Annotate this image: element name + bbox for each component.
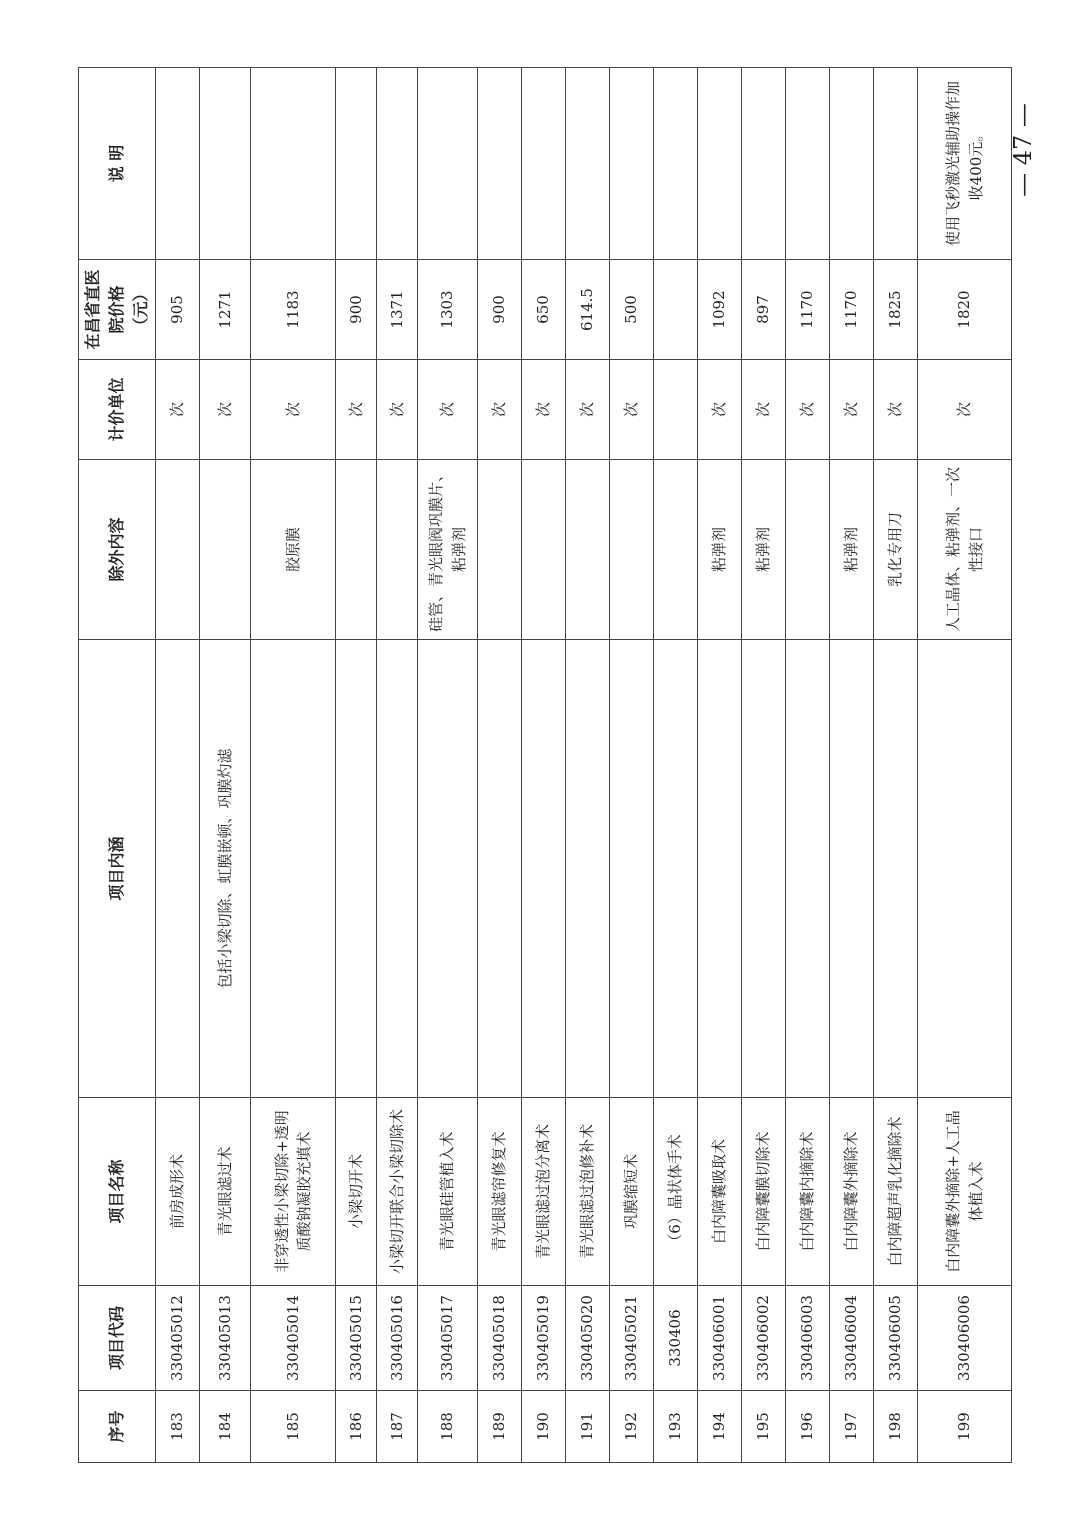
cell-excluded xyxy=(566,460,610,640)
table-header-row xyxy=(79,68,156,1463)
cell-unit: 次 xyxy=(610,360,654,460)
cell-seq: 190 xyxy=(522,1391,566,1463)
cell-excluded: 乳化专用刀 xyxy=(874,460,918,640)
cell-content xyxy=(377,640,418,1098)
cell-note: 使用飞秒激光辅助操作加收400元。 xyxy=(918,68,1012,260)
table-row xyxy=(830,68,874,1463)
table-row xyxy=(251,68,336,1463)
cell-note xyxy=(874,68,918,260)
cell-excluded xyxy=(478,460,522,640)
cell-unit: 次 xyxy=(830,360,874,460)
table-row xyxy=(522,68,566,1463)
cell-content xyxy=(566,640,610,1098)
cell-seq: 196 xyxy=(786,1391,830,1463)
cell-excluded xyxy=(200,460,251,640)
page-number: — 47 — xyxy=(1009,103,1038,197)
cell-price: 1170 xyxy=(830,260,874,360)
table-row xyxy=(786,68,830,1463)
cell-seq: 192 xyxy=(610,1391,654,1463)
cell-code: 330406 xyxy=(654,1286,698,1391)
cell-note xyxy=(786,68,830,260)
cell-content xyxy=(698,640,742,1098)
cell-name: （6）晶状体手术 xyxy=(654,1098,698,1286)
cell-unit: 次 xyxy=(418,360,478,460)
cell-price: 1820 xyxy=(918,260,1012,360)
table-body xyxy=(156,68,1012,1463)
table-row xyxy=(156,68,200,1463)
cell-note xyxy=(377,68,418,260)
cell-code: 330406004 xyxy=(830,1286,874,1391)
cell-code: 330405016 xyxy=(377,1286,418,1391)
cell-note xyxy=(200,68,251,260)
cell-excluded: 硅管、青光眼阀巩膜片、粘弹剂 xyxy=(418,460,478,640)
cell-content xyxy=(336,640,377,1098)
cell-note xyxy=(522,68,566,260)
price-table-rotated xyxy=(78,68,985,1463)
cell-excluded: 粘弹剂 xyxy=(830,460,874,640)
cell-code: 330406001 xyxy=(698,1286,742,1391)
cell-unit: 次 xyxy=(874,360,918,460)
cell-seq: 191 xyxy=(566,1391,610,1463)
cell-price: 500 xyxy=(610,260,654,360)
cell-unit: 次 xyxy=(156,360,200,460)
cell-price: 900 xyxy=(336,260,377,360)
cell-content xyxy=(874,640,918,1098)
cell-name: 白内障囊膜切除术 xyxy=(742,1098,786,1286)
cell-name: 前房成形术 xyxy=(156,1098,200,1286)
cell-content xyxy=(251,640,336,1098)
cell-unit: 次 xyxy=(336,360,377,460)
cell-excluded xyxy=(522,460,566,640)
cell-price xyxy=(654,260,698,360)
cell-unit: 次 xyxy=(478,360,522,460)
cell-note xyxy=(478,68,522,260)
price-table xyxy=(78,67,1012,1463)
cell-price: 1303 xyxy=(418,260,478,360)
cell-price: 650 xyxy=(522,260,566,360)
cell-code: 330405012 xyxy=(156,1286,200,1391)
cell-content: 包括小梁切除、虹膜嵌顿、巩膜灼滤 xyxy=(200,640,251,1098)
cell-seq: 184 xyxy=(200,1391,251,1463)
cell-code: 330405020 xyxy=(566,1286,610,1391)
cell-excluded xyxy=(336,460,377,640)
header-name: 项目名称 xyxy=(79,1098,156,1286)
cell-note xyxy=(566,68,610,260)
cell-content xyxy=(156,640,200,1098)
table-row xyxy=(698,68,742,1463)
cell-content xyxy=(786,640,830,1098)
cell-content xyxy=(918,640,1012,1098)
cell-unit: 次 xyxy=(377,360,418,460)
cell-code: 330406006 xyxy=(918,1286,1012,1391)
cell-name: 青光眼滤过泡分离术 xyxy=(522,1098,566,1286)
cell-excluded xyxy=(786,460,830,640)
cell-excluded xyxy=(654,460,698,640)
cell-unit: 次 xyxy=(522,360,566,460)
cell-unit: 次 xyxy=(200,360,251,460)
cell-price: 1271 xyxy=(200,260,251,360)
table-row xyxy=(377,68,418,1463)
cell-seq: 187 xyxy=(377,1391,418,1463)
cell-code: 330405014 xyxy=(251,1286,336,1391)
cell-name: 巩膜缩短术 xyxy=(610,1098,654,1286)
cell-code: 330405013 xyxy=(200,1286,251,1391)
table-row xyxy=(918,68,1012,1463)
cell-excluded xyxy=(610,460,654,640)
cell-excluded: 粘弹剂 xyxy=(742,460,786,640)
cell-content xyxy=(418,640,478,1098)
cell-note xyxy=(654,68,698,260)
cell-seq: 193 xyxy=(654,1391,698,1463)
table-row xyxy=(610,68,654,1463)
header-unit: 计价单位 xyxy=(79,360,156,460)
cell-price: 1183 xyxy=(251,260,336,360)
cell-name: 青光眼滤过泡修补术 xyxy=(566,1098,610,1286)
cell-code: 330405019 xyxy=(522,1286,566,1391)
cell-seq: 194 xyxy=(698,1391,742,1463)
cell-seq: 195 xyxy=(742,1391,786,1463)
cell-code: 330405021 xyxy=(610,1286,654,1391)
cell-name: 白内障囊外摘除+人工晶体植入术 xyxy=(918,1098,1012,1286)
cell-price: 900 xyxy=(478,260,522,360)
cell-name: 青光眼硅管植入术 xyxy=(418,1098,478,1286)
cell-unit: 次 xyxy=(742,360,786,460)
table-row xyxy=(874,68,918,1463)
header-note: 说 明 xyxy=(79,68,156,260)
table-row xyxy=(478,68,522,1463)
cell-unit: 次 xyxy=(918,360,1012,460)
header-code: 项目代码 xyxy=(79,1286,156,1391)
cell-price: 1825 xyxy=(874,260,918,360)
cell-code: 330405017 xyxy=(418,1286,478,1391)
cell-unit: 次 xyxy=(698,360,742,460)
cell-seq: 199 xyxy=(918,1391,1012,1463)
cell-price: 1371 xyxy=(377,260,418,360)
header-seq: 序号 xyxy=(79,1391,156,1463)
cell-code: 330405018 xyxy=(478,1286,522,1391)
table-row xyxy=(200,68,251,1463)
cell-name: 非穿透性小梁切除+透明质酸钠凝胶充填术 xyxy=(251,1098,336,1286)
table-row xyxy=(654,68,698,1463)
cell-code: 330406005 xyxy=(874,1286,918,1391)
cell-excluded: 人工晶体、粘弹剂、一次性接口 xyxy=(918,460,1012,640)
cell-content xyxy=(830,640,874,1098)
cell-name: 白内障囊吸取术 xyxy=(698,1098,742,1286)
cell-content xyxy=(522,640,566,1098)
table-row xyxy=(566,68,610,1463)
cell-note xyxy=(698,68,742,260)
cell-name: 小梁切开联合小梁切除术 xyxy=(377,1098,418,1286)
cell-code: 330406003 xyxy=(786,1286,830,1391)
table-row xyxy=(742,68,786,1463)
table-row xyxy=(336,68,377,1463)
cell-price: 1170 xyxy=(786,260,830,360)
cell-seq: 188 xyxy=(418,1391,478,1463)
cell-excluded: 粘弹剂 xyxy=(698,460,742,640)
cell-seq: 185 xyxy=(251,1391,336,1463)
cell-seq: 183 xyxy=(156,1391,200,1463)
table-row xyxy=(418,68,478,1463)
cell-note xyxy=(610,68,654,260)
cell-seq: 197 xyxy=(830,1391,874,1463)
cell-unit: 次 xyxy=(786,360,830,460)
cell-name: 白内障囊内摘除术 xyxy=(786,1098,830,1286)
cell-name: 青光眼滤帘修复术 xyxy=(478,1098,522,1286)
cell-name: 小梁切开术 xyxy=(336,1098,377,1286)
cell-name: 白内障超声乳化摘除术 xyxy=(874,1098,918,1286)
header-content: 项目内涵 xyxy=(79,640,156,1098)
page-number-box xyxy=(998,95,1048,205)
cell-seq: 186 xyxy=(336,1391,377,1463)
cell-excluded xyxy=(156,460,200,640)
cell-content xyxy=(654,640,698,1098)
cell-note xyxy=(830,68,874,260)
cell-price: 897 xyxy=(742,260,786,360)
cell-unit xyxy=(654,360,698,460)
cell-seq: 198 xyxy=(874,1391,918,1463)
header-excluded: 除外内容 xyxy=(79,460,156,640)
cell-note xyxy=(742,68,786,260)
cell-seq: 189 xyxy=(478,1391,522,1463)
cell-note xyxy=(418,68,478,260)
cell-content xyxy=(478,640,522,1098)
cell-name: 青光眼滤过术 xyxy=(200,1098,251,1286)
cell-note xyxy=(156,68,200,260)
cell-excluded xyxy=(377,460,418,640)
cell-name: 白内障囊外摘除术 xyxy=(830,1098,874,1286)
cell-content xyxy=(610,640,654,1098)
cell-price: 905 xyxy=(156,260,200,360)
cell-code: 330405015 xyxy=(336,1286,377,1391)
cell-price: 1092 xyxy=(698,260,742,360)
cell-note xyxy=(336,68,377,260)
cell-content xyxy=(742,640,786,1098)
cell-unit: 次 xyxy=(251,360,336,460)
cell-code: 330406002 xyxy=(742,1286,786,1391)
cell-excluded: 胶原膜 xyxy=(251,460,336,640)
header-price: 在昌省直医院价格（元） xyxy=(79,260,156,360)
cell-price: 614.5 xyxy=(566,260,610,360)
cell-unit: 次 xyxy=(566,360,610,460)
cell-note xyxy=(251,68,336,260)
